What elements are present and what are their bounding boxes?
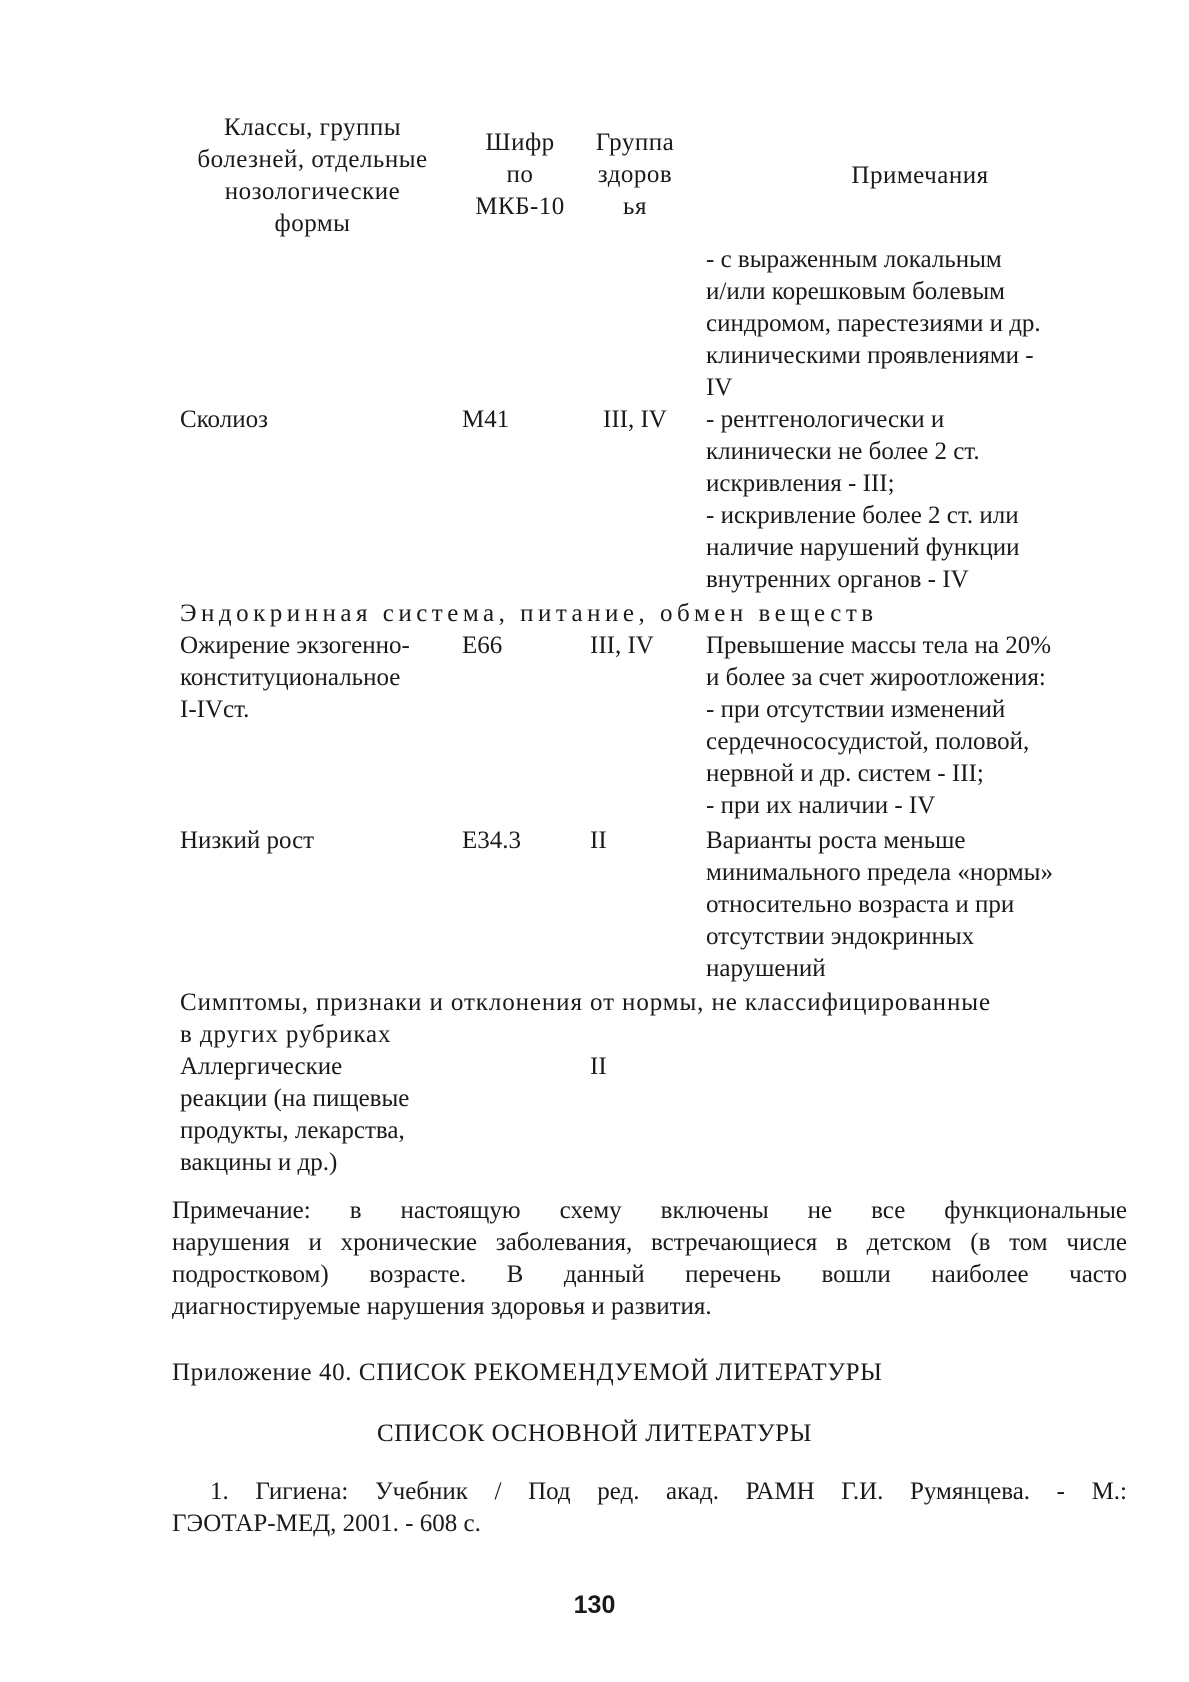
note-line: нервной и др. систем - III; [706, 760, 984, 787]
note-line: искривления - III; [706, 470, 895, 497]
row-code: E66 [462, 632, 503, 659]
row-name: Аллергические [180, 1053, 343, 1080]
row-name: Сколиоз [180, 406, 268, 433]
row-group: III, IV [603, 406, 667, 433]
row-name: Ожирение экзогенно- [180, 632, 410, 659]
row-group: II [590, 827, 607, 854]
row-name: конституциональное [180, 664, 401, 691]
note-line: клинически не более 2 ст. [706, 438, 980, 465]
note-line: - с выраженным локальным [706, 246, 1002, 273]
note-line: внутренних органов - IV [706, 566, 969, 593]
header-line: нозологические [224, 178, 401, 205]
remark-line: диагностируемые нарушения здоровья и развития. [172, 1293, 712, 1320]
header-line: по [506, 161, 534, 188]
header-notes [700, 160, 1140, 192]
header-line: здоров [597, 161, 673, 188]
header-line: Классы, группы [223, 114, 402, 141]
header-classes [165, 112, 460, 240]
remark-line: подростковом) возрасте. В данный перечень вошли наиболее часто [172, 1261, 1127, 1288]
note-line: - рентгенологически и [706, 406, 945, 433]
header-line: МКБ-10 [475, 193, 565, 220]
remark-line: Примечание: в настоящую схему включены не все функциональные [172, 1197, 1127, 1224]
reference-line: ГЭОТАР-МЕД, 2001. - 608 с. [172, 1510, 481, 1537]
row-group: II [590, 1053, 607, 1080]
section-heading-endocrine: Эндокринная система, питание, обмен веществ [180, 600, 878, 627]
note-line: клиническими проявлениями - [706, 342, 1034, 369]
remark-line: нарушения и хронические заболевания, встречающиеся в детском (в том числе [172, 1229, 1127, 1256]
header-line: Группа [595, 129, 675, 156]
header-line: формы [274, 210, 351, 237]
row-code: M41 [462, 406, 510, 433]
row-name: вакцины и др.) [180, 1149, 338, 1176]
appendix-title: Приложение 40. СПИСОК РЕКОМЕНДУЕМОЙ ЛИТЕРАТУРЫ [172, 1359, 883, 1386]
note-line: относительно возраста и при [706, 891, 1015, 918]
page-number: 130 [573, 1591, 616, 1619]
note-line: отсутствии эндокринных [706, 923, 975, 950]
note-line: - при их наличии - IV [706, 792, 936, 819]
section-heading-symptoms: Симптомы, признаки и отклонения от нормы, не классифицированные [180, 989, 991, 1016]
note-line: и более за счет жироотложения: [706, 664, 1046, 691]
subtitle: СПИСОК ОСНОВНОЙ ЛИТЕРАТУРЫ [376, 1420, 813, 1447]
reference-line: 1. Гигиена: Учебник / Под ред. акад. РАМН Г.И. Румянцева. - М.: [210, 1478, 1127, 1505]
note-line: - искривление более 2 ст. или [706, 502, 1019, 529]
row-name: Низкий рост [180, 827, 315, 854]
row-group: III, IV [590, 632, 654, 659]
note-line: минимального предела «нормы» [706, 859, 1053, 886]
row-code: E34.3 [462, 827, 522, 854]
header-line: Примечания [851, 162, 989, 189]
note-line: наличие нарушений функции [706, 534, 1020, 561]
header-line: болезней, отдельные [197, 146, 428, 173]
note-line: и/или корешковым болевым [706, 278, 1005, 305]
header-code [460, 127, 580, 223]
header-health-group [580, 127, 690, 223]
note-line: Варианты роста меньше [706, 827, 966, 854]
row-name: реакции (на пищевые [180, 1085, 410, 1112]
note-line: нарушений [706, 955, 826, 982]
header-line: ья [623, 193, 647, 220]
note-line: синдромом, парестезиями и др. [706, 310, 1041, 337]
note-line: - при отсутствии изменений [706, 696, 1006, 723]
row-name: продукты, лекарства, [180, 1117, 405, 1144]
row-name: I-IVст. [180, 696, 250, 723]
note-line: сердечнососудистой, половой, [706, 728, 1030, 755]
note-line: Превышение массы тела на 20% [706, 632, 1052, 659]
header-line: Шифр [485, 129, 555, 156]
section-heading-symptoms: в других рубриках [180, 1021, 392, 1048]
note-line: IV [706, 374, 733, 401]
